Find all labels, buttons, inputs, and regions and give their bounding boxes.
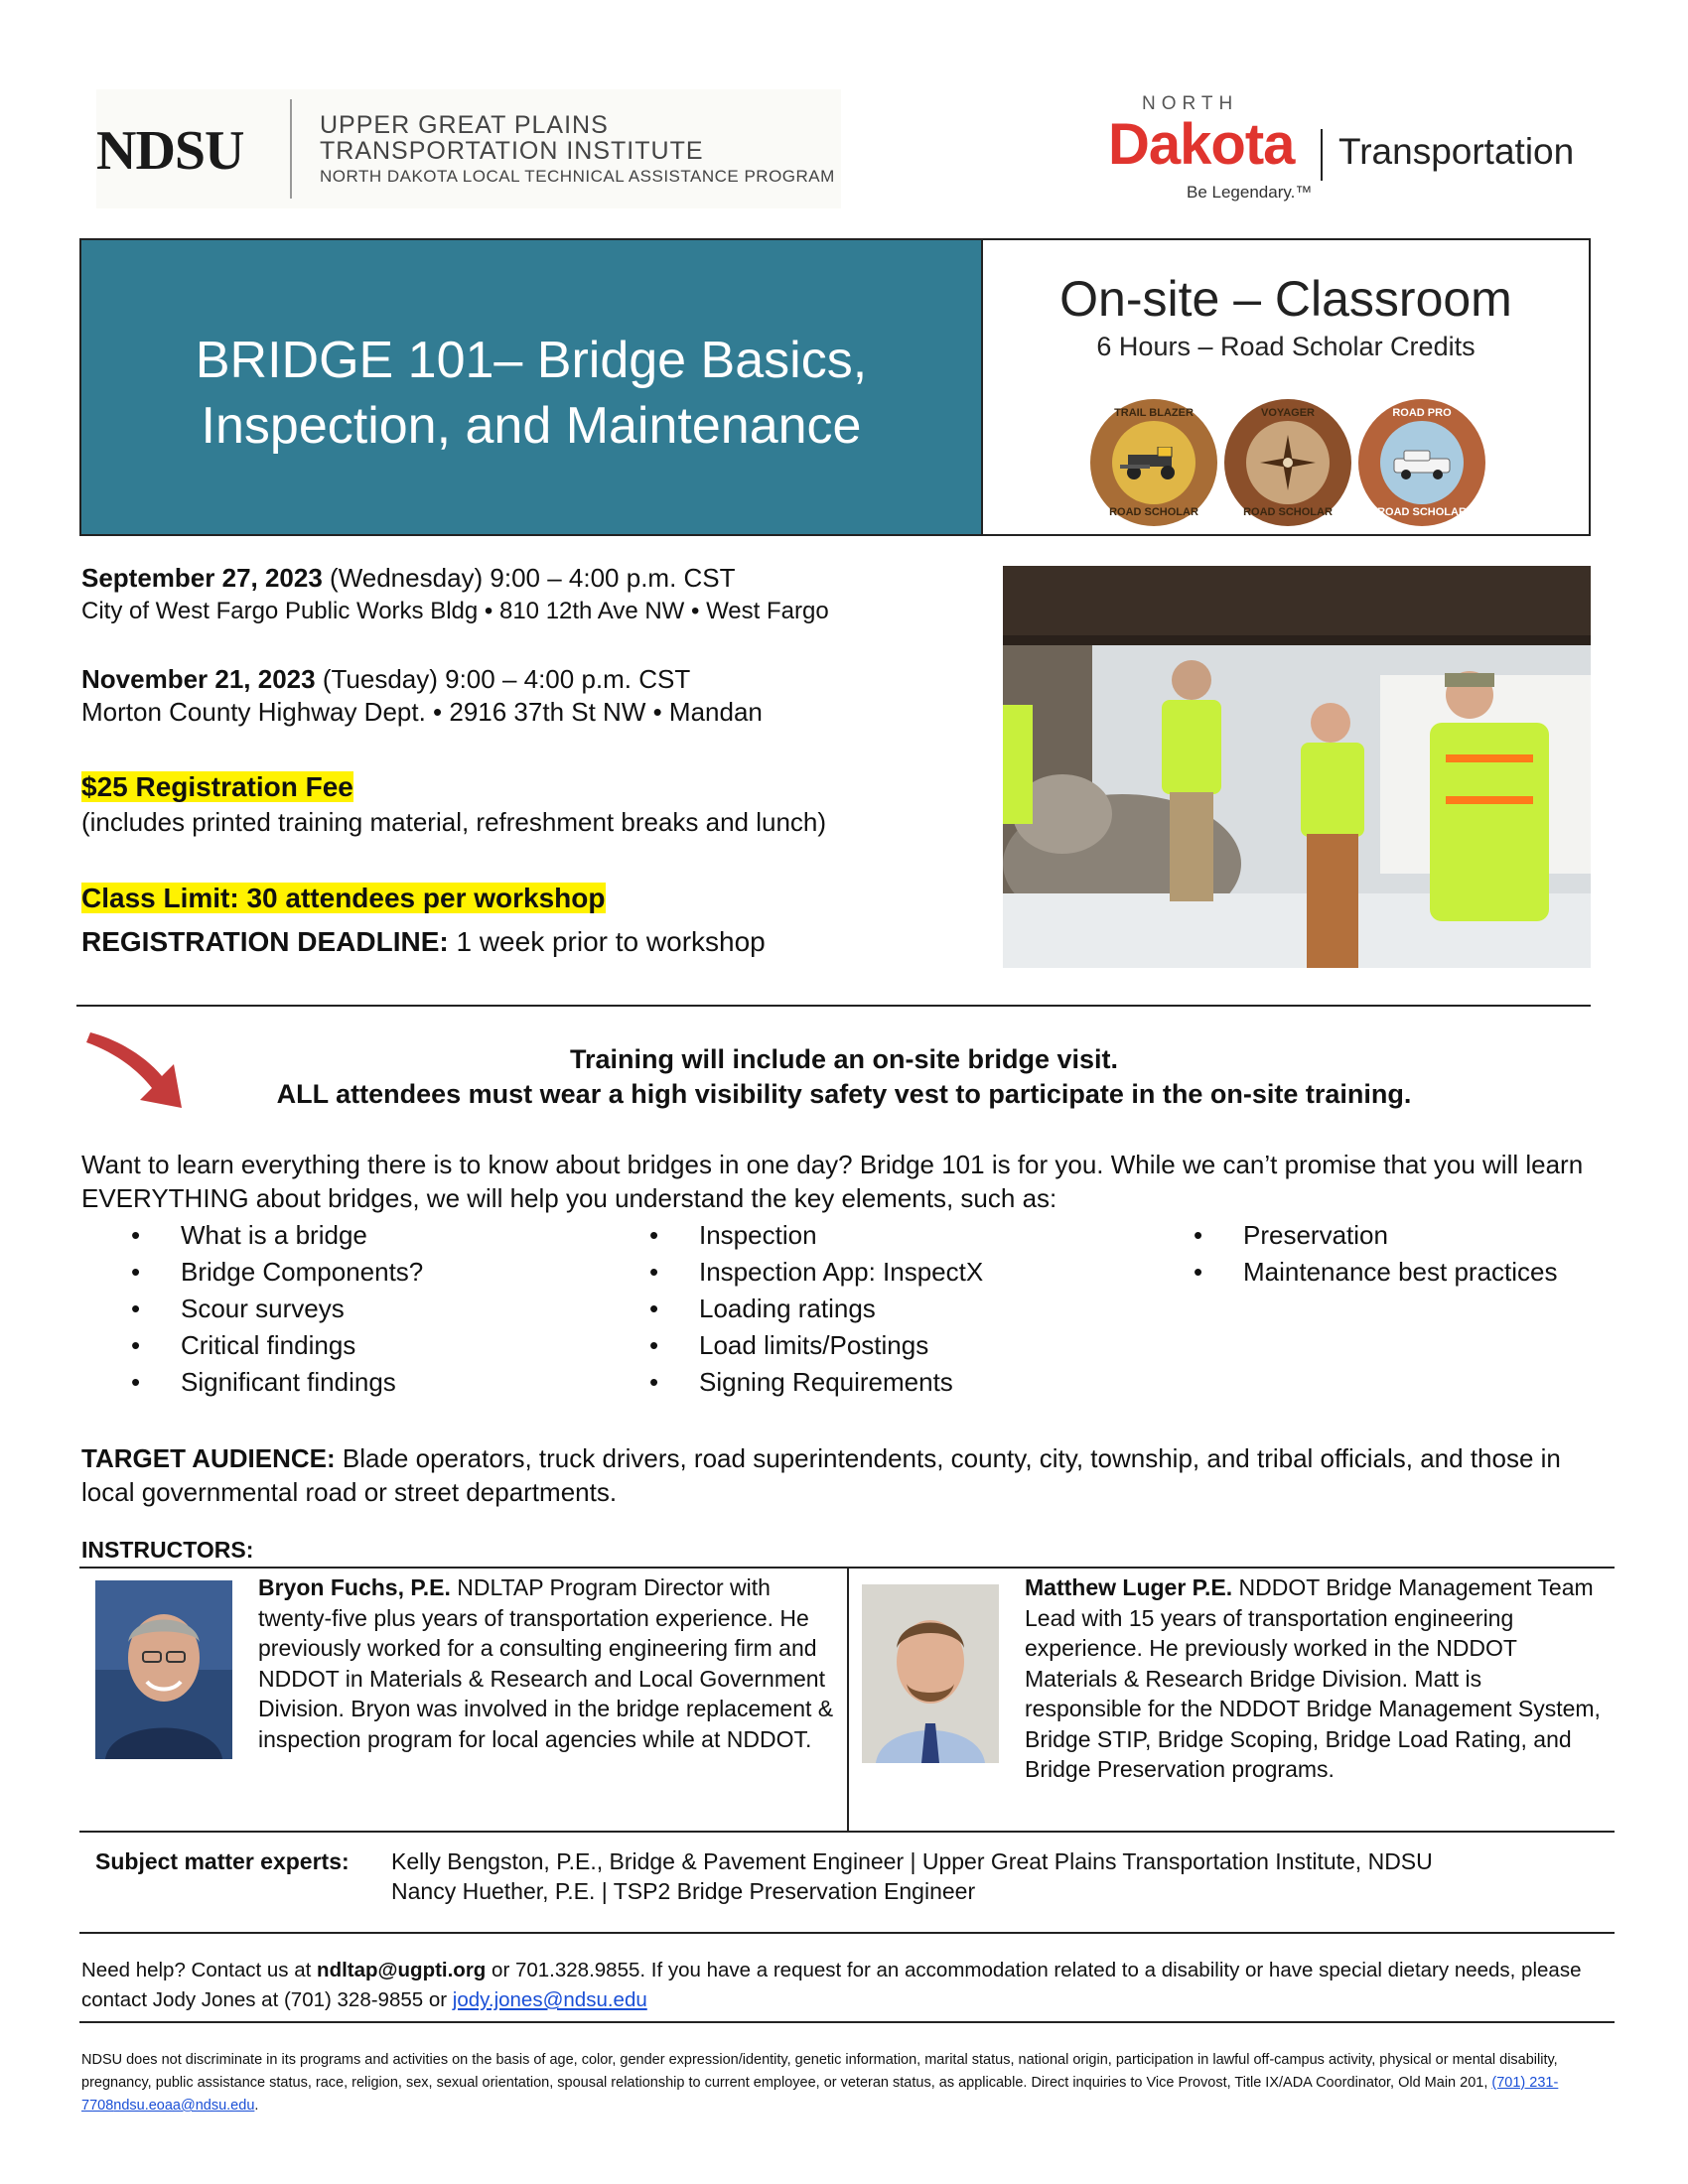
ugp-line-1: UPPER GREAT PLAINS bbox=[320, 111, 609, 139]
topic-item: • Load limits/Postings bbox=[649, 1327, 1126, 1364]
topics-column-2 bbox=[649, 1217, 1126, 1401]
ugp-line-3: NORTH DAKOTA LOCAL TECHNICAL ASSISTANCE PROGRAM bbox=[320, 167, 835, 186]
badge-top-label: VOYAGER bbox=[1260, 407, 1315, 419]
session-2 bbox=[81, 663, 763, 729]
eoaa-email-link[interactable]: ndsu.eoaa@ndsu.edu bbox=[113, 2098, 255, 2114]
class-limit: Class Limit: 30 attendees per workshop bbox=[81, 883, 606, 913]
topic-item: • Signing Requirements bbox=[649, 1364, 1126, 1401]
topic-item: • Loading ratings bbox=[649, 1291, 1126, 1327]
session-location: City of West Fargo Public Works Bldg • 810 12th Ave NW • West Fargo bbox=[81, 598, 829, 624]
badge-bottom-label: ROAD SCHOLAR bbox=[1243, 506, 1333, 518]
disclaimer-end: . bbox=[254, 2098, 259, 2114]
section-divider bbox=[76, 1005, 1591, 1007]
jody-jones-email-link[interactable]: jody.jones@ndsu.edu bbox=[452, 1988, 647, 2011]
ndsu-wordmark: NDSU bbox=[96, 120, 244, 182]
session-1 bbox=[81, 562, 829, 627]
nondiscrimination-statement bbox=[81, 2049, 1616, 2117]
logo-divider bbox=[290, 99, 292, 199]
title-banner bbox=[79, 238, 983, 536]
ugp-line-2: TRANSPORTATION INSTITUTE bbox=[320, 137, 704, 165]
instructor-bio: NDLTAP Program Director with twenty-five plus years of transportation experience. He previously worked for a consulting engineering firm and NDDOT in Materials & Research and Local Government Division. Bryon was involved in the bridge replacement & inspection program for local agencies while at NDDOT. bbox=[258, 1574, 834, 1752]
topics-column-3 bbox=[1194, 1217, 1591, 1291]
nd-dot-logo bbox=[1092, 87, 1589, 211]
sme-label: Subject matter experts: bbox=[95, 1848, 350, 1874]
instructor-bio: NDDOT Bridge Management Team Lead with 15 years of transportation engineering experience. He previously worked in the NDDOT Materials & Research Bridge Division. Matt is responsible for the NDDOT Bridge Management System, Bridge STIP, Bridge Scoping, Bridge Load Rating, and Bridge Preservation programs. bbox=[1025, 1574, 1601, 1782]
intro-paragraph: Want to learn everything there is to know about bridges in one day? Bridge 101 is for you. While we can’t promise that you will learn EVERYTHING about bridges, we will help you understand the key elements, such as: bbox=[81, 1150, 1584, 1213]
site-visit-notice bbox=[159, 1042, 1529, 1112]
topic-item: • What is a bridge bbox=[131, 1217, 608, 1254]
target-audience bbox=[81, 1441, 1611, 1509]
topic-item: • Maintenance best practices bbox=[1194, 1254, 1591, 1291]
matthew-luger-photo bbox=[862, 1584, 999, 1763]
truck-icon bbox=[1390, 449, 1454, 480]
format-heading: On-site – Classroom bbox=[1059, 271, 1512, 327]
session-date: September 27, 2023 bbox=[81, 563, 323, 593]
audience-text: Blade operators, truck drivers, road superintendents, county, city, township, and tribal officials, and those in local governmental road or street departments. bbox=[81, 1443, 1561, 1507]
topic-item: • Critical findings bbox=[131, 1327, 608, 1364]
topic-item: • Preservation bbox=[1194, 1217, 1591, 1254]
help-divider-top bbox=[79, 1932, 1615, 1934]
deadline-label: REGISTRATION DEADLINE: bbox=[81, 926, 449, 957]
limit-block bbox=[81, 882, 766, 958]
audience-label: TARGET AUDIENCE: bbox=[81, 1443, 336, 1473]
road-pro-badge bbox=[1358, 399, 1485, 526]
nd-north: NORTH bbox=[1142, 93, 1239, 114]
eoaa-phone-link[interactable]: (701) 231-7708 bbox=[81, 2075, 1559, 2114]
topic-item: • Inspection App: InspectX bbox=[649, 1254, 1126, 1291]
sme-line-2: Nancy Huether, P.E. | TSP2 Bridge Preservation Engineer bbox=[391, 1878, 976, 1904]
bryon-fuchs-photo bbox=[95, 1580, 232, 1759]
badge-top-label: TRAIL BLAZER bbox=[1114, 407, 1194, 419]
session-date: November 21, 2023 bbox=[81, 664, 316, 694]
help-divider-bottom bbox=[79, 2021, 1615, 2023]
badge-bottom-label: ROAD SCHOLAR bbox=[1377, 506, 1467, 518]
voyager-badge bbox=[1224, 399, 1351, 526]
matthew-luger-bio bbox=[1025, 1572, 1601, 1785]
session-time: (Wednesday) 9:00 – 4:00 p.m. CST bbox=[322, 563, 736, 593]
instructors-table bbox=[79, 1567, 1615, 1833]
page-title bbox=[81, 328, 981, 459]
session-time: (Tuesday) 9:00 – 4:00 p.m. CST bbox=[315, 664, 691, 694]
disclaimer-text: NDSU does not discriminate in its programs and activities on the basis of age, color, gender expression/identity, genetic information, marital status, national origin, participation in lawful off-campus activity, physical or mental disability, pregnancy, public assistance status, race, religion, sex, sexual orientation, spousal relationship to current employee, or veteran status, as applicable. Direct inquiries to Vice Provost, Title IX/ADA Coordinator, Old Main 201, bbox=[81, 2052, 1558, 2091]
trail-blazer-badge bbox=[1090, 399, 1217, 526]
subject-matter-experts bbox=[95, 1846, 1433, 1906]
bryon-fuchs-bio bbox=[258, 1572, 834, 1754]
title-line-2: Inspection, and Maintenance bbox=[201, 397, 862, 455]
topic-item: • Bridge Components? bbox=[131, 1254, 608, 1291]
topic-item: • Scour surveys bbox=[131, 1291, 608, 1327]
compass-icon bbox=[1258, 433, 1318, 492]
ndsu-ugpti-logo bbox=[96, 89, 841, 208]
instructor-name: Matthew Luger P.E. bbox=[1025, 1574, 1233, 1600]
session-location: Morton County Highway Dept. • 2916 37th St NW • Mandan bbox=[81, 697, 763, 727]
help-contact bbox=[81, 1956, 1616, 2015]
fee-note: (includes printed training material, refreshment breaks and lunch) bbox=[81, 807, 827, 837]
topic-item: • Significant findings bbox=[131, 1364, 608, 1401]
fee-label: $25 Registration Fee bbox=[81, 771, 353, 802]
instructor-name: Bryon Fuchs, P.E. bbox=[258, 1574, 451, 1600]
nd-dakota: Dakota bbox=[1108, 112, 1295, 177]
column-divider bbox=[847, 1569, 849, 1831]
bridge-inspection-photo bbox=[1003, 566, 1591, 968]
notice-line-1: Training will include an on-site bridge visit. bbox=[569, 1044, 1119, 1074]
badge-top-label: ROAD PRO bbox=[1392, 407, 1452, 419]
fee-block bbox=[81, 770, 826, 839]
help-email[interactable]: ndltap@ugpti.org bbox=[317, 1959, 487, 1981]
grader-icon bbox=[1120, 447, 1188, 480]
title-line-1: BRIDGE 101– Bridge Basics, bbox=[195, 332, 868, 389]
credits-text: 6 Hours – Road Scholar Credits bbox=[1096, 332, 1476, 361]
nd-transportation: Transportation bbox=[1338, 131, 1575, 172]
deadline-value: 1 week prior to workshop bbox=[448, 926, 766, 957]
notice-line-2: ALL attendees must wear a high visibility safety vest to participate in the on-site training. bbox=[276, 1079, 1412, 1109]
help-pre: Need help? Contact us at bbox=[81, 1959, 318, 1981]
format-box bbox=[983, 238, 1591, 536]
badge-bottom-label: ROAD SCHOLAR bbox=[1109, 506, 1198, 518]
instructors-heading: INSTRUCTORS: bbox=[81, 1537, 254, 1563]
photo-illustration bbox=[1003, 566, 1591, 968]
help-mid: or 701.328.9855. If you have a request for an accommodation related to a disability or have special dietary needs, please contact Jody Jones at (701) 328-9855 or bbox=[81, 1959, 1582, 2011]
nd-separator bbox=[1321, 129, 1323, 181]
topic-item: • Inspection bbox=[649, 1217, 1126, 1254]
sme-line-1: Kelly Bengston, P.E., Bridge & Pavement Engineer | Upper Great Plains Transportation Institute, NDSU bbox=[391, 1848, 1433, 1874]
topics-column-1 bbox=[131, 1217, 608, 1401]
nd-tagline: Be Legendary.™ bbox=[1187, 183, 1313, 202]
